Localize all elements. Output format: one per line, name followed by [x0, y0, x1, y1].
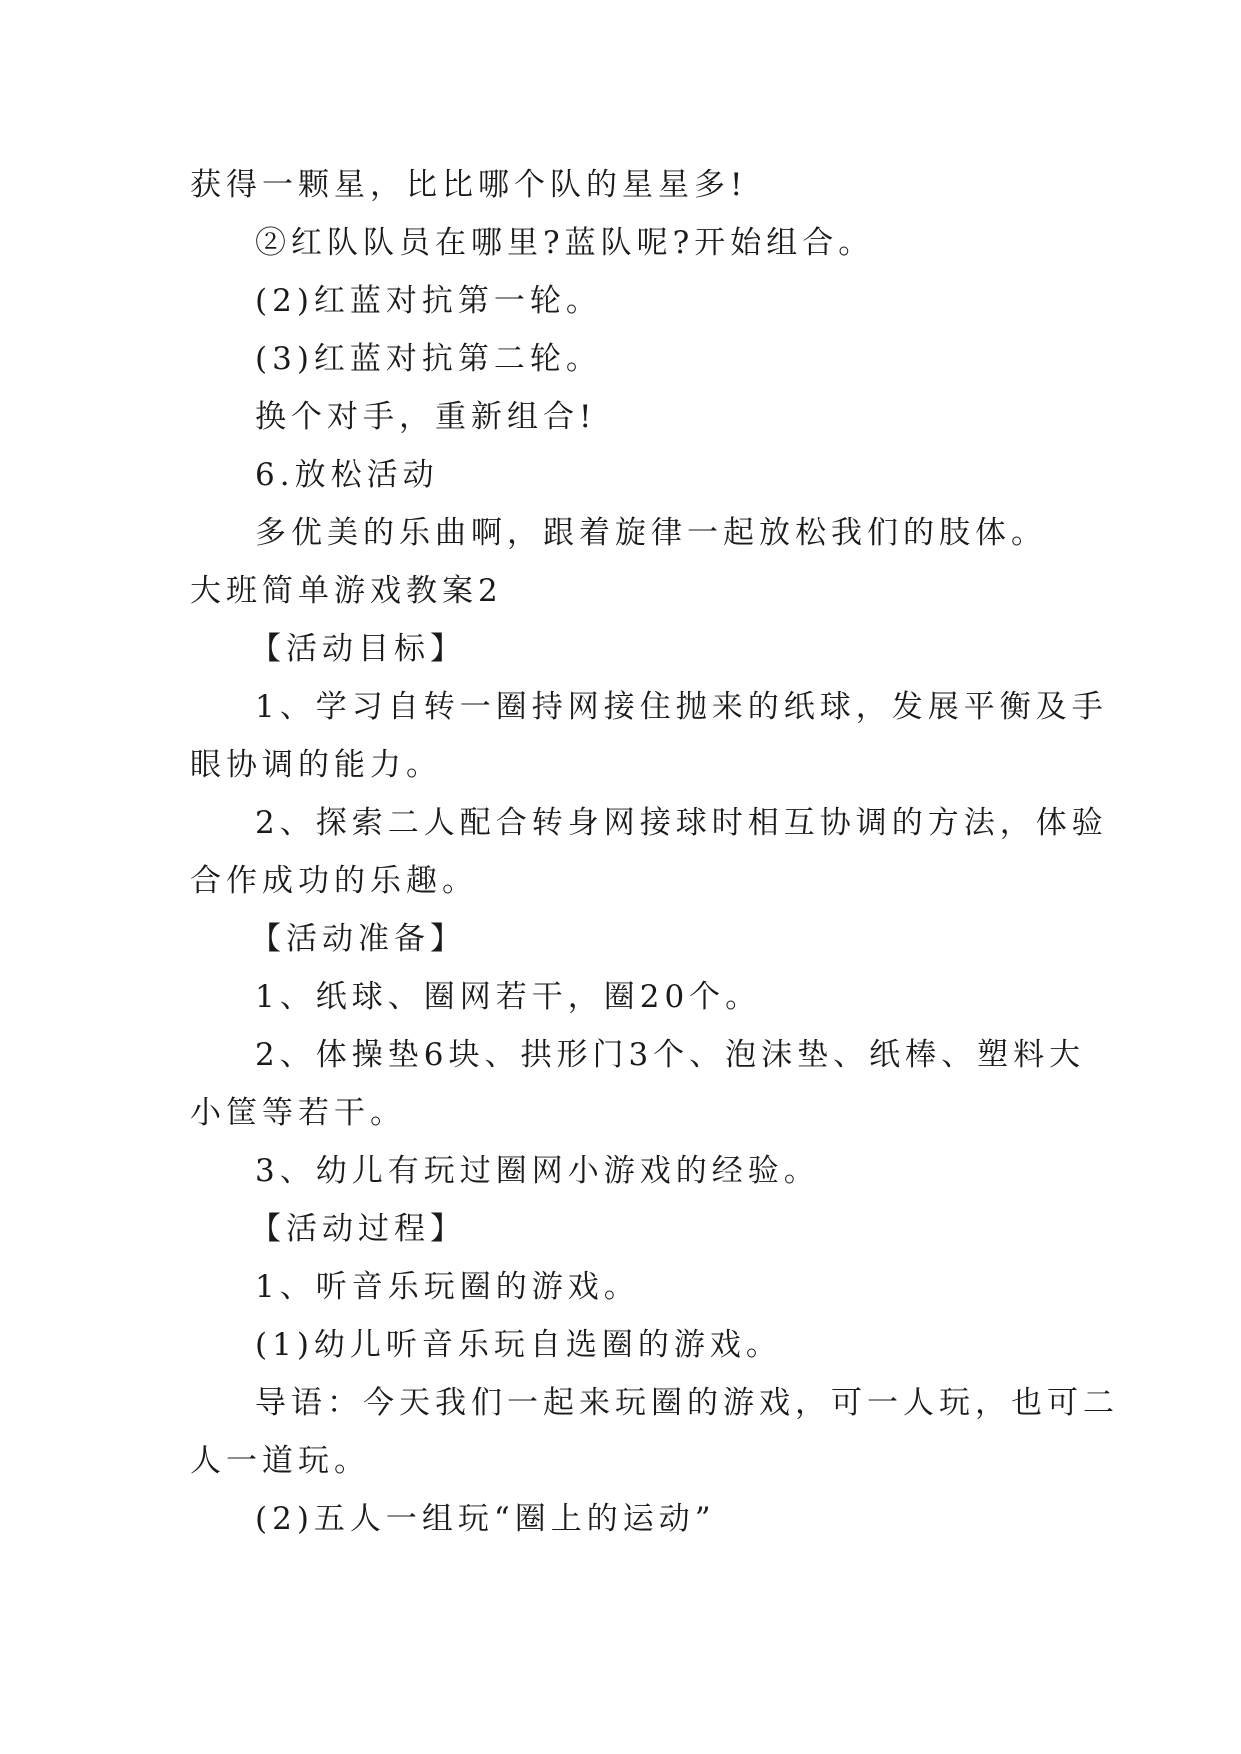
paragraph-line: 人一道玩。: [190, 1443, 370, 1479]
list-item: (1)幼儿听音乐玩自选圈的游戏。: [255, 1327, 782, 1363]
paragraph-line: 多优美的乐曲啊，跟着旋律一起放松我们的肢体。: [255, 515, 1047, 551]
list-item: 1、纸球、圈网若干，圈20个。: [255, 979, 762, 1015]
paragraph-line: 眼协调的能力。: [190, 747, 442, 783]
paragraph-line: 导语：今天我们一起来玩圈的游戏，可一人玩，也可二: [255, 1385, 1119, 1421]
paragraph-line: ②红队队员在哪里?蓝队呢?开始组合。: [255, 225, 875, 261]
section-heading: 【活动过程】: [250, 1211, 466, 1247]
section-heading: 【活动准备】: [250, 921, 466, 957]
section-heading: 6.放松活动: [255, 457, 439, 493]
list-item: 2、体操垫6块、拱形门3个、泡沫垫、纸棒、塑料大: [255, 1037, 1086, 1073]
list-item: 1、学习自转一圈持网接住抛来的纸球，发展平衡及手: [255, 689, 1108, 725]
list-item: (2)红蓝对抗第一轮。: [255, 283, 602, 319]
list-item: 1、听音乐玩圈的游戏。: [255, 1269, 640, 1305]
list-item: 2、探索二人配合转身网接球时相互协调的方法，体验: [255, 805, 1108, 841]
paragraph-line: 获得一颗星，比比哪个队的星星多!: [190, 167, 748, 203]
list-item: (3)红蓝对抗第二轮。: [255, 341, 602, 377]
section-heading: 【活动目标】: [250, 631, 466, 667]
document-title: 大班简单游戏教案2: [190, 573, 503, 609]
paragraph-line: 小筐等若干。: [190, 1095, 406, 1131]
list-item: (2)五人一组玩“圈上的运动”: [255, 1501, 716, 1537]
paragraph-line: 合作成功的乐趣。: [190, 863, 478, 899]
list-item: 3、幼儿有玩过圈网小游戏的经验。: [255, 1153, 820, 1189]
paragraph-line: 换个对手，重新组合!: [255, 399, 597, 435]
